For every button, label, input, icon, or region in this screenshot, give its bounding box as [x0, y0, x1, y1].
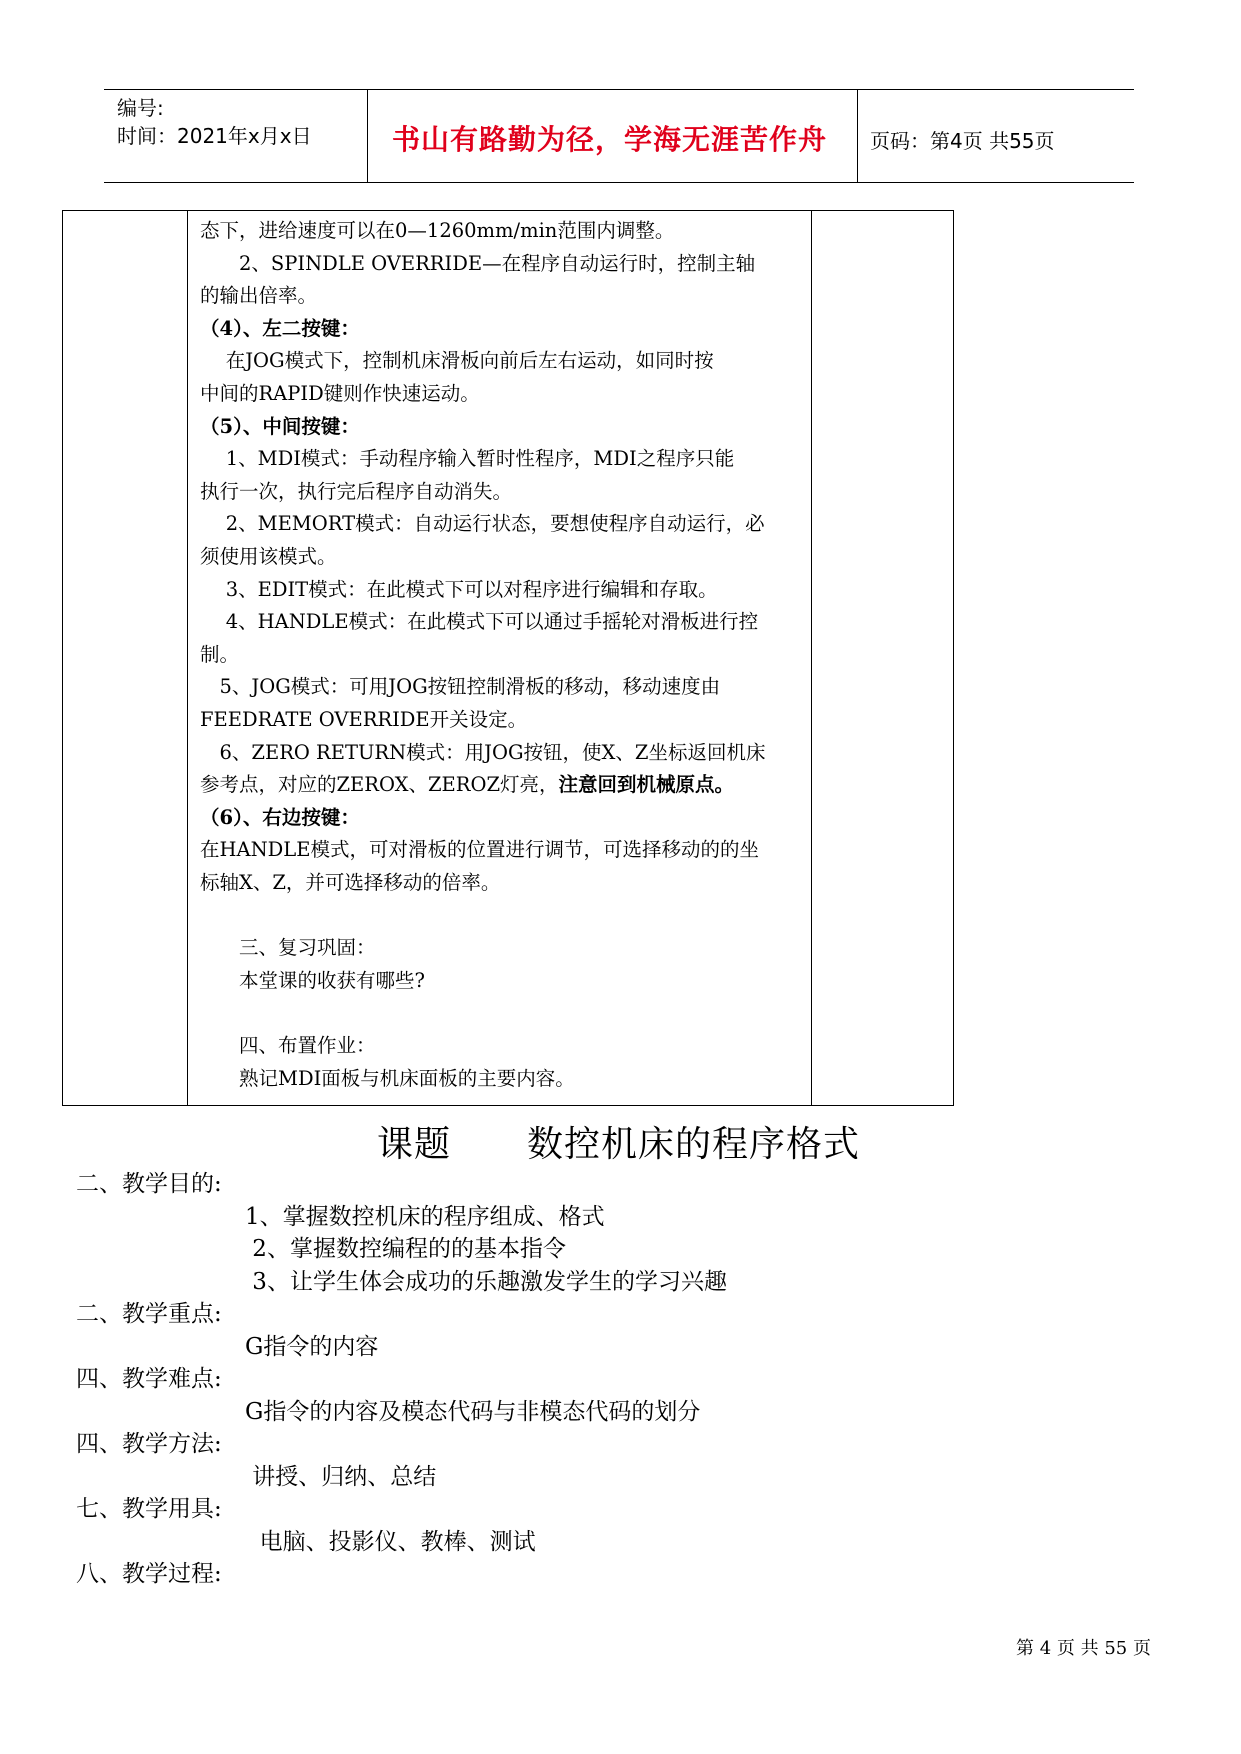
table-text-line [200, 606, 758, 639]
table-text-line [200, 443, 734, 476]
page-footer: 第 4 页 共 55 页 [1016, 1638, 1151, 1659]
table-line-text: 三、复习巩固： [200, 936, 376, 960]
table-line-text: 态下，进给速度可以在0—1260mm/min范围内调整。 [200, 219, 675, 242]
table-text-line [200, 834, 759, 867]
table-bottom-border [62, 1105, 954, 1106]
header-bottom-rule [104, 182, 1134, 183]
table-line-text: 2、MEMORT模式：自动运行状态，要想使程序自动运行，必 [200, 512, 765, 536]
table-line-text: （6）、右边按键： [200, 805, 360, 829]
table-line-text: 执行一次，执行完后程序自动消失。 [200, 479, 513, 503]
lesson-title: 数控机床的程序格式 [527, 1124, 861, 1165]
table-text-line [200, 574, 718, 607]
section-heading: 八、教学过程: [76, 1561, 222, 1587]
table-column-divider-2 [811, 210, 812, 1106]
table-text-line [200, 345, 714, 378]
header-divider-right [857, 89, 858, 182]
document-number-label: 编号: [117, 96, 164, 120]
header-page-label: 页码：第4页 共55页 [870, 129, 1055, 153]
table-text-line [200, 378, 480, 411]
table-line-text: （5）、中间按键： [200, 414, 360, 438]
table-line-text: 6、ZERO RETURN模式：用JOG按钮，使X、Z坐标返回机床 [200, 740, 766, 764]
table-text-line [200, 313, 360, 346]
table-line-text: 的输出倍率。 [200, 284, 318, 308]
header-motto: 书山有路勤为径，学海无涯苦作舟 [392, 123, 828, 156]
table-line-text: 在JOG模式下，控制机床滑板向前后左右运动，如同时按 [200, 349, 714, 373]
section-item: 2、掌握数控编程的的基本指令 [245, 1236, 566, 1262]
table-line-text: （4）、左二按键： [200, 316, 360, 340]
table-text-line [200, 769, 734, 802]
table-text-line [200, 802, 360, 835]
section-item: 1、掌握数控机床的程序组成、格式 [245, 1203, 605, 1230]
table-line-text: 4、HANDLE模式：在此模式下可以通过手摇轮对滑板进行控 [200, 610, 759, 634]
header-divider-left [367, 89, 368, 182]
table-text-line [200, 639, 239, 672]
section-item: 电脑、投影仪、教棒、测试 [245, 1528, 536, 1555]
table-text-line [200, 1063, 575, 1096]
section-heading: 七、教学用具: [76, 1496, 222, 1522]
table-text-line [200, 867, 500, 900]
table-line-text: 5、JOG模式：可用JOG按钮控制滑板的移动，移动速度由 [200, 675, 721, 699]
table-line-text: 熟记MDI面板与机床面板的主要内容。 [200, 1066, 575, 1090]
table-line-text: 中间的RAPID键则作快速运动。 [200, 382, 480, 405]
table-right-border [953, 210, 954, 1106]
table-line-text: 本堂课的收获有哪些? [200, 968, 425, 992]
section-heading: 四、教学难点: [76, 1366, 222, 1392]
table-left-border [62, 210, 63, 1106]
section-item: 讲授、归纳、总结 [245, 1463, 437, 1490]
table-line-text: 在HANDLE模式，可对滑板的位置进行调节，可选择移动的的坐 [200, 838, 759, 862]
table-line-emphasis: 注意回到机械原点。 [558, 773, 735, 797]
table-text-line [200, 215, 674, 248]
table-text-line [200, 965, 425, 998]
table-text-line [200, 541, 337, 574]
table-text-line [200, 671, 720, 704]
header-top-rule [104, 89, 1134, 90]
section-item: 3、让学生体会成功的乐趣激发学生的学习兴趣 [245, 1268, 727, 1295]
section-heading: 四、教学方法: [76, 1431, 222, 1457]
table-line-text: 四、布置作业： [200, 1034, 376, 1057]
table-text-line [200, 1030, 376, 1063]
table-line-text: 2、SPINDLE OVERRIDE—在程序自动运行时，控制主轴 [200, 251, 756, 275]
section-item: G指令的内容及模态代码与非模态代码的划分 [245, 1398, 701, 1425]
table-column-divider-1 [187, 210, 188, 1106]
lesson-title-prefix: 课题 [377, 1124, 452, 1165]
table-text-line [200, 932, 376, 965]
table-text-line [200, 411, 360, 444]
table-text-line [200, 280, 317, 313]
table-line-text: 须使用该模式。 [200, 545, 337, 568]
section-heading: 二、教学重点: [76, 1301, 222, 1327]
table-line-text: 标轴X、Z，并可选择移动的倍率。 [200, 871, 501, 894]
table-line-text: 1、MDI模式：手动程序输入暂时性程序，MDI之程序只能 [200, 447, 735, 471]
section-item: G指令的内容 [245, 1333, 379, 1360]
table-text-line [200, 248, 755, 281]
table-top-border [62, 210, 954, 211]
table-line-text: 3、EDIT模式：在此模式下可以对程序进行编辑和存取。 [200, 577, 718, 601]
table-text-line [200, 476, 512, 509]
table-text-line [200, 737, 765, 770]
table-text-line [200, 508, 765, 541]
section-heading: 二、教学目的: [76, 1171, 222, 1197]
table-line-text: 参考点，对应的ZEROX、ZEROZ灯亮， [200, 773, 559, 797]
table-line-text: FEEDRATE OVERRIDE开关设定。 [200, 708, 528, 731]
table-line-text: 制。 [200, 642, 240, 666]
document-date-label: 时间：2021年x月x日 [117, 124, 312, 148]
table-text-line [200, 704, 527, 737]
